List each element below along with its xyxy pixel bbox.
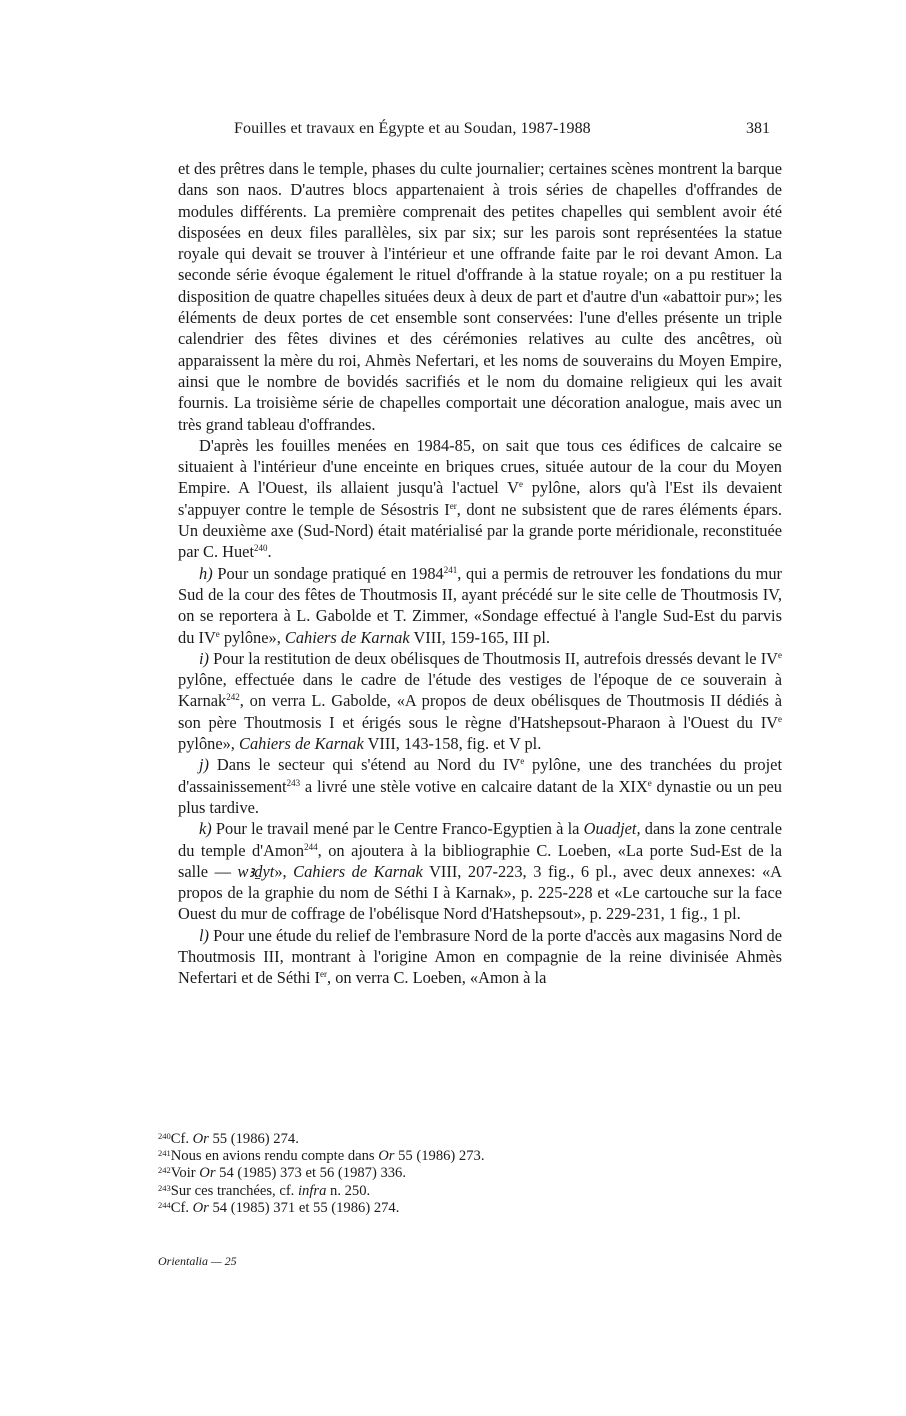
superscript: e [518,479,523,490]
footnote [158,1131,782,1148]
superscript: 241 [443,564,458,575]
text-run: Pour une étude du relief de l'embrasure Nord de la porte d'accès aux magasins Nord de Thoutmosis III, montrant à l'origine Amon en compagnie de la reine divinisée Ahmès Nefertari et de Séthi I [178,925,783,988]
text-run: 54 (1985) 371 et 55 (1986) 274. [208,1199,400,1216]
text-run: VIII, 207-223, 3 fig., 6 pl., avec deux annexes: «A propos de la graphie du nom de Séthi I à Karnak», p. 225-228 et «Le cartouche sur la face Ouest du mur de coffrage de l'obélisque Nord d'Hatshepsout», p. 229-231, 1 fig., 1 pl. [178,861,783,924]
superscript: e [520,756,525,767]
text-run: , on verra L. Gabolde, «A propos de deux obélisques de Thoutmosis II dédiés à son père Thoutmosis I et érigés sous le règne d'Hatshepsout-Pharaon à l'Ouest du IV [178,691,782,732]
footnote-number: 244 [158,1199,171,1210]
text-run: 55 (1986) 273. [394,1148,485,1165]
footnote [158,1183,782,1200]
text-run: Sur ces tranchées, cf. [170,1182,298,1199]
paragraph [178,158,782,435]
text-run: Voir [170,1165,200,1182]
footnote-number: 241 [158,1148,171,1159]
paragraph [178,648,782,754]
superscript: er [320,969,327,980]
paragraph [178,818,782,924]
text-run: VIII, 159-165, III pl. [409,627,551,647]
running-title: Fouilles et travaux en Égypte et au Soudan, 1987-1988 [234,120,591,137]
text-run: , on ajoutera à la bibliographie C. Loeben, «La porte Sud-Est de la salle — [178,840,782,881]
footnote [158,1200,782,1217]
text-run: pylône, alors qu'à l'Est ils devaient s'appuyer contre le temple de Sésostris I [178,478,782,519]
text-run: et des prêtres dans le temple, phases du culte journalier; certaines scènes montrent la barque dans son naos. D'autres blocs appartenaient à trois séries de chapelles d'offrandes de modules différents. La première comprenait des petites chapelles qui semblent avoir été disposées en deux files parallèles, six par six; sur les parois sont représentées la statue royale qui devait se trouver à l'intérieur et une offrande faite par le roi devant Amon. La seconde série évoque également le rituel d'offrande à la statue royale; on a pu restituer la disposition de quatre chapelles situées deux à deux de part et d'autre d'un «abattoir pur»; les éléments de deux portes de cet ensemble sont conservées: l'une d'elles présente un triple calendrier des fêtes divines et des cérémonies relatives au culte des ancêtres, où apparaissent la mère du roi, Ahmès Nefertari, et les noms de souverains du Moyen Empire, ainsi que le nombre de bovidés sacrifiés et le nom du domaine religieux qui les avait fournis. La troisième série de chapelles comportait une décoration analogue, mais avec un très grand tableau d'offrandes. [178,159,782,434]
running-header [178,120,782,144]
superscript: e [215,628,220,639]
text-run: 54 (1985) 373 et 56 (1987) 336. [215,1165,407,1182]
italic-run: Or [378,1148,395,1165]
paragraph [178,754,782,818]
italic-run: j) [199,755,210,775]
italic-run: Or [192,1199,209,1216]
footnote-number: 243 [158,1182,171,1193]
text-run: , on verra C. Loeben, «Amon à la [327,968,547,988]
text-run: Cf. [170,1199,193,1216]
superscript: e [647,777,652,788]
text-run: n. 250. [326,1182,371,1199]
italic-run: Cahiers de Karnak [293,861,423,881]
main-text [178,158,782,989]
italic-run: i) [199,648,210,668]
superscript: er [449,500,457,511]
footnote-number: 242 [158,1165,171,1176]
page-number: 381 [746,120,770,137]
italic-run: k) [199,819,212,839]
footnote [158,1165,782,1182]
text-run: pylône, effectuée dans le cadre de l'étude des vestiges de l'époque de ce souverain à Karnak [178,670,782,711]
text-run: Pour la restitution de deux obélisques de Thoutmosis II, autrefois dressés devant le IV [209,648,778,668]
paragraph [178,563,782,648]
italic-run: Or [199,1165,216,1182]
superscript: 240 [254,543,268,554]
superscript: 242 [226,692,240,703]
footnotes [158,1131,782,1217]
italic-run: wꜣḏyt [237,861,275,881]
paragraph [178,435,782,563]
text-run: Cf. [170,1131,193,1147]
text-run: Pour le travail mené par le Centre Franco-Egyptien à la [211,819,584,839]
text-run: 55 (1986) 274. [208,1131,299,1147]
superscript: e [778,713,782,724]
text-run: , qui a permis de retrouver les fondations du mur Sud de la cour des fêtes de Thoutmosis II, ayant précédé sur le site celle de Thoutmosis IV, on se reportera à L. Gabolde et T. Zimmer, «Sondage effectué à l'angle Sud-Est du parvis du IV [178,563,782,647]
italic-run: Cahiers de Karnak [284,627,410,647]
superscript: 243 [286,777,301,788]
text-run: Pour un sondage pratiqué en 1984 [212,563,444,583]
text-run: pylône, une des tranchées du projet d'assainissement [178,755,782,796]
text-run: Nous en avions rendu compte dans [170,1148,379,1165]
text-run: D'après les fouilles menées en 1984-85, on sait que tous ces édifices de calcaire se situaient à l'intérieur d'une enceinte en briques crues, située autour de la cour du Moyen Empire. A l'Ouest, ils allaient jusqu'à l'actuel V [178,435,782,498]
text-run: Dans le secteur qui s'étend au Nord du IV [209,755,521,775]
footnote-number: 240 [158,1131,171,1141]
text-run: . [267,542,272,562]
paragraph [178,925,782,989]
text-run: pylône», [178,734,240,754]
italic-run: Or [192,1131,209,1147]
text-run: dans la zone centrale du temple d'Amon [178,819,782,860]
superscript: e [778,649,782,660]
text-run: dynastie ou un peu plus tardive. [178,776,782,817]
text-run: a livré une stèle votive en calcaire datant de la XIX [300,776,648,796]
text-run: pylône», [219,627,285,647]
footnote [158,1148,782,1165]
text-run: , dont ne subsistent que de rares éléments épars. Un deuxième axe (Sud-Nord) était matérialisé par la grande porte méridionale, reconstituée par C. Huet [178,499,782,562]
italic-run: infra [297,1182,327,1199]
italic-run: Cahiers de Karnak [239,734,364,754]
text-run: VIII, 143-158, fig. et V pl. [363,734,542,754]
italic-run: h) [199,563,213,583]
journal-signature: Orientalia — 25 [158,1254,237,1268]
superscript: 244 [304,841,318,852]
text-run: », [274,861,294,881]
italic-run: Ouadjet, [583,819,641,839]
italic-run: l) [199,925,210,945]
